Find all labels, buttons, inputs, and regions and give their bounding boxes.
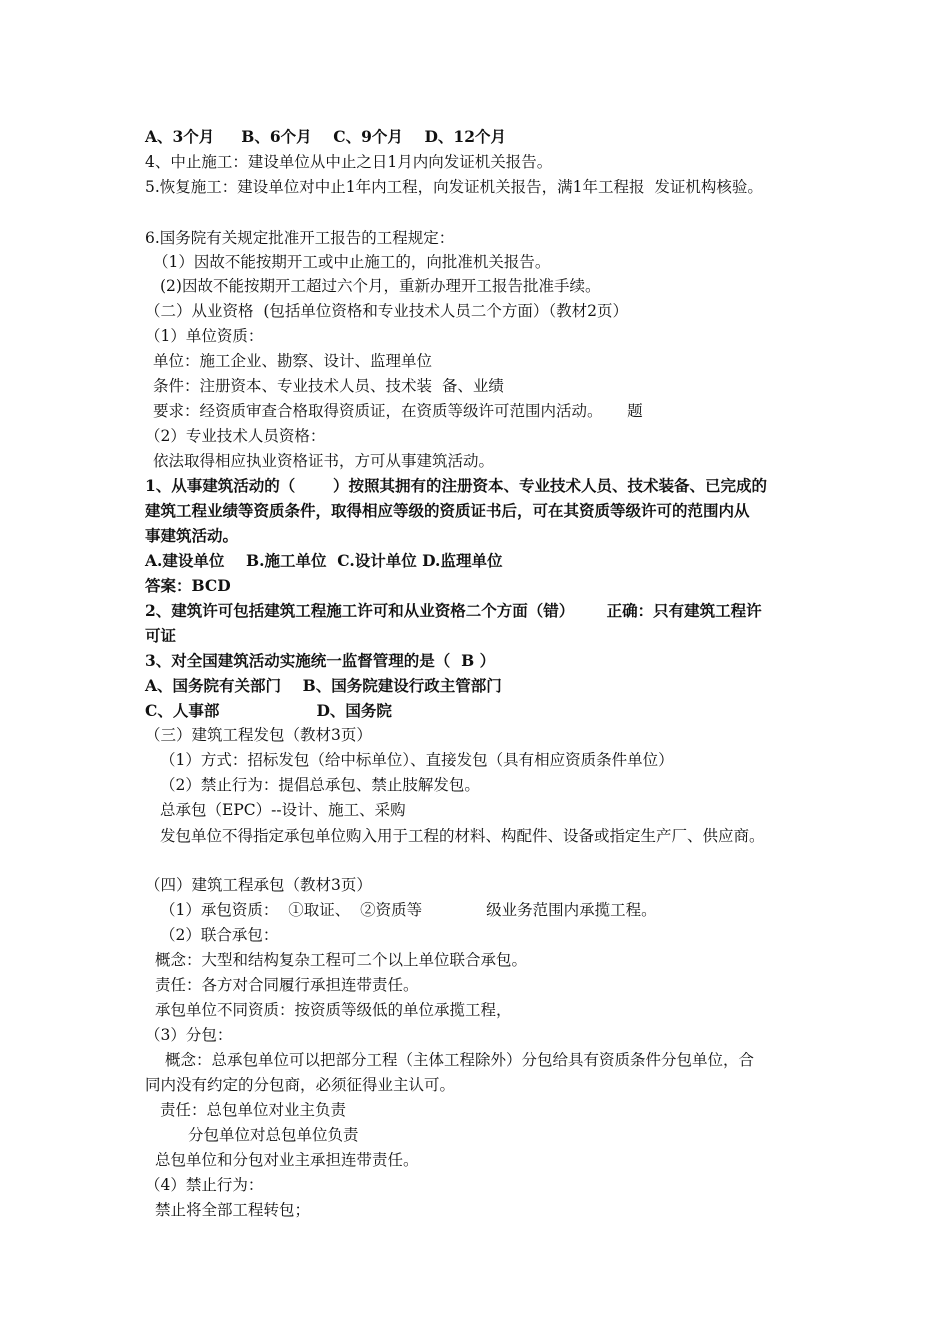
answer-line: 答案：BCD [145, 576, 231, 595]
question-line: 2、建筑许可包括建筑工程施工许可和从业资格二个方面（错） 正确：只有建筑工程许 [145, 601, 762, 620]
text-line: 概念：总承包单位可以把部分工程（主体工程除外）分包给具有资质条件分包单位，合 [165, 1051, 755, 1069]
text-line: （二）从业资格 (包括单位资格和专业技术人员二个方面）（教材2页） [145, 302, 629, 320]
text-line: 总包单位和分包对业主承担连带责任。 [155, 1151, 419, 1169]
text-line: 责任：总包单位对业主负责 [160, 1101, 347, 1119]
text-line: （2）专业技术人员资格： [145, 427, 326, 445]
text-line: 依法取得相应执业资格证书，方可从事建筑活动。 [153, 452, 495, 470]
text-line: 概念：大型和结构复杂工程可二个以上单位联合承包。 [155, 951, 528, 969]
question-options: C、人事部 D、国务院 [145, 701, 392, 720]
question-options: A、国务院有关部门 B、国务院建设行政主管部门 [145, 676, 502, 695]
text-line: 总承包（EPC）--设计、施工、采购 [160, 801, 406, 819]
text-line: 5.恢复施工：建设单位对中止1年内工程，向发证机关报告，满1年工程报 发证机构核验。 [145, 178, 763, 196]
text-line: （1）方式：招标发包（给中标单位）、直接发包（具有相应资质条件单位） [160, 751, 674, 769]
text-line: 发包单位不得指定承包单位购入用于工程的材料、构配件、设备或指定生产厂、供应商。 [160, 827, 765, 845]
text-line: （三）建筑工程发包（教材3页） [145, 726, 372, 744]
text-line: （1）承包资质： ①取证、 ②资质等 级业务范围内承揽工程。 [160, 901, 657, 919]
text-line: （四）建筑工程承包（教材3页） [145, 876, 372, 894]
text-line: (2)因故不能按期开工超过六个月，重新办理开工报告批准手续。 [160, 277, 601, 295]
text-line: 承包单位不同资质：按资质等级低的单位承揽工程， [155, 1001, 512, 1019]
text-line: （3）分包： [145, 1026, 233, 1044]
text-line: （1）单位资质： [145, 327, 264, 345]
text-line: 禁止将全部工程转包； [155, 1201, 311, 1219]
text-line: （1）因故不能按期开工或中止施工的，向批准机关报告。 [153, 253, 551, 271]
text-line: A、3个月 B、6个月 C、9个月 D、12个月 [145, 127, 506, 146]
text-line: （2）联合承包： [160, 926, 279, 944]
question-line: 建筑工程业绩等资质条件，取得相应等级的资质证书后，可在其资质等级许可的范围内从 [145, 501, 750, 520]
text-line: （4）禁止行为： [145, 1176, 264, 1194]
text-line: 分包单位对总包单位负责 [188, 1126, 359, 1144]
text-line: 条件：注册资本、专业技术人员、技术装 备、业绩 [153, 377, 504, 395]
text-line: 要求：经资质审查合格取得资质证，在资质等级许可范围内活动。 题 [153, 402, 643, 420]
text-line: 同内没有约定的分包商，必须征得业主认可。 [145, 1076, 456, 1094]
question-line: 事建筑活动。 [145, 526, 239, 545]
question-options: A.建设单位 B.施工单位 C.设计单位 D.监理单位 [145, 551, 503, 570]
text-line: （2）禁止行为：提倡总承包、禁止肢解发包。 [160, 776, 480, 794]
text-line: 6.国务院有关规定批准开工报告的工程规定： [145, 229, 455, 247]
text-line: 单位：施工企业、勘察、设计、监理单位 [153, 352, 433, 370]
text-line: 责任：各方对合同履行承担连带责任。 [155, 976, 419, 994]
question-line: 可证 [145, 626, 177, 645]
question-line: 1、从事建筑活动的（ ）按照其拥有的注册资本、专业技术人员、技术装备、已完成的 [145, 476, 768, 495]
text-line: 4、中止施工：建设单位从中止之日1月内向发证机关报告。 [145, 153, 553, 171]
question-line: 3、对全国建筑活动实施统一监督管理的是（ B ） [145, 651, 496, 670]
